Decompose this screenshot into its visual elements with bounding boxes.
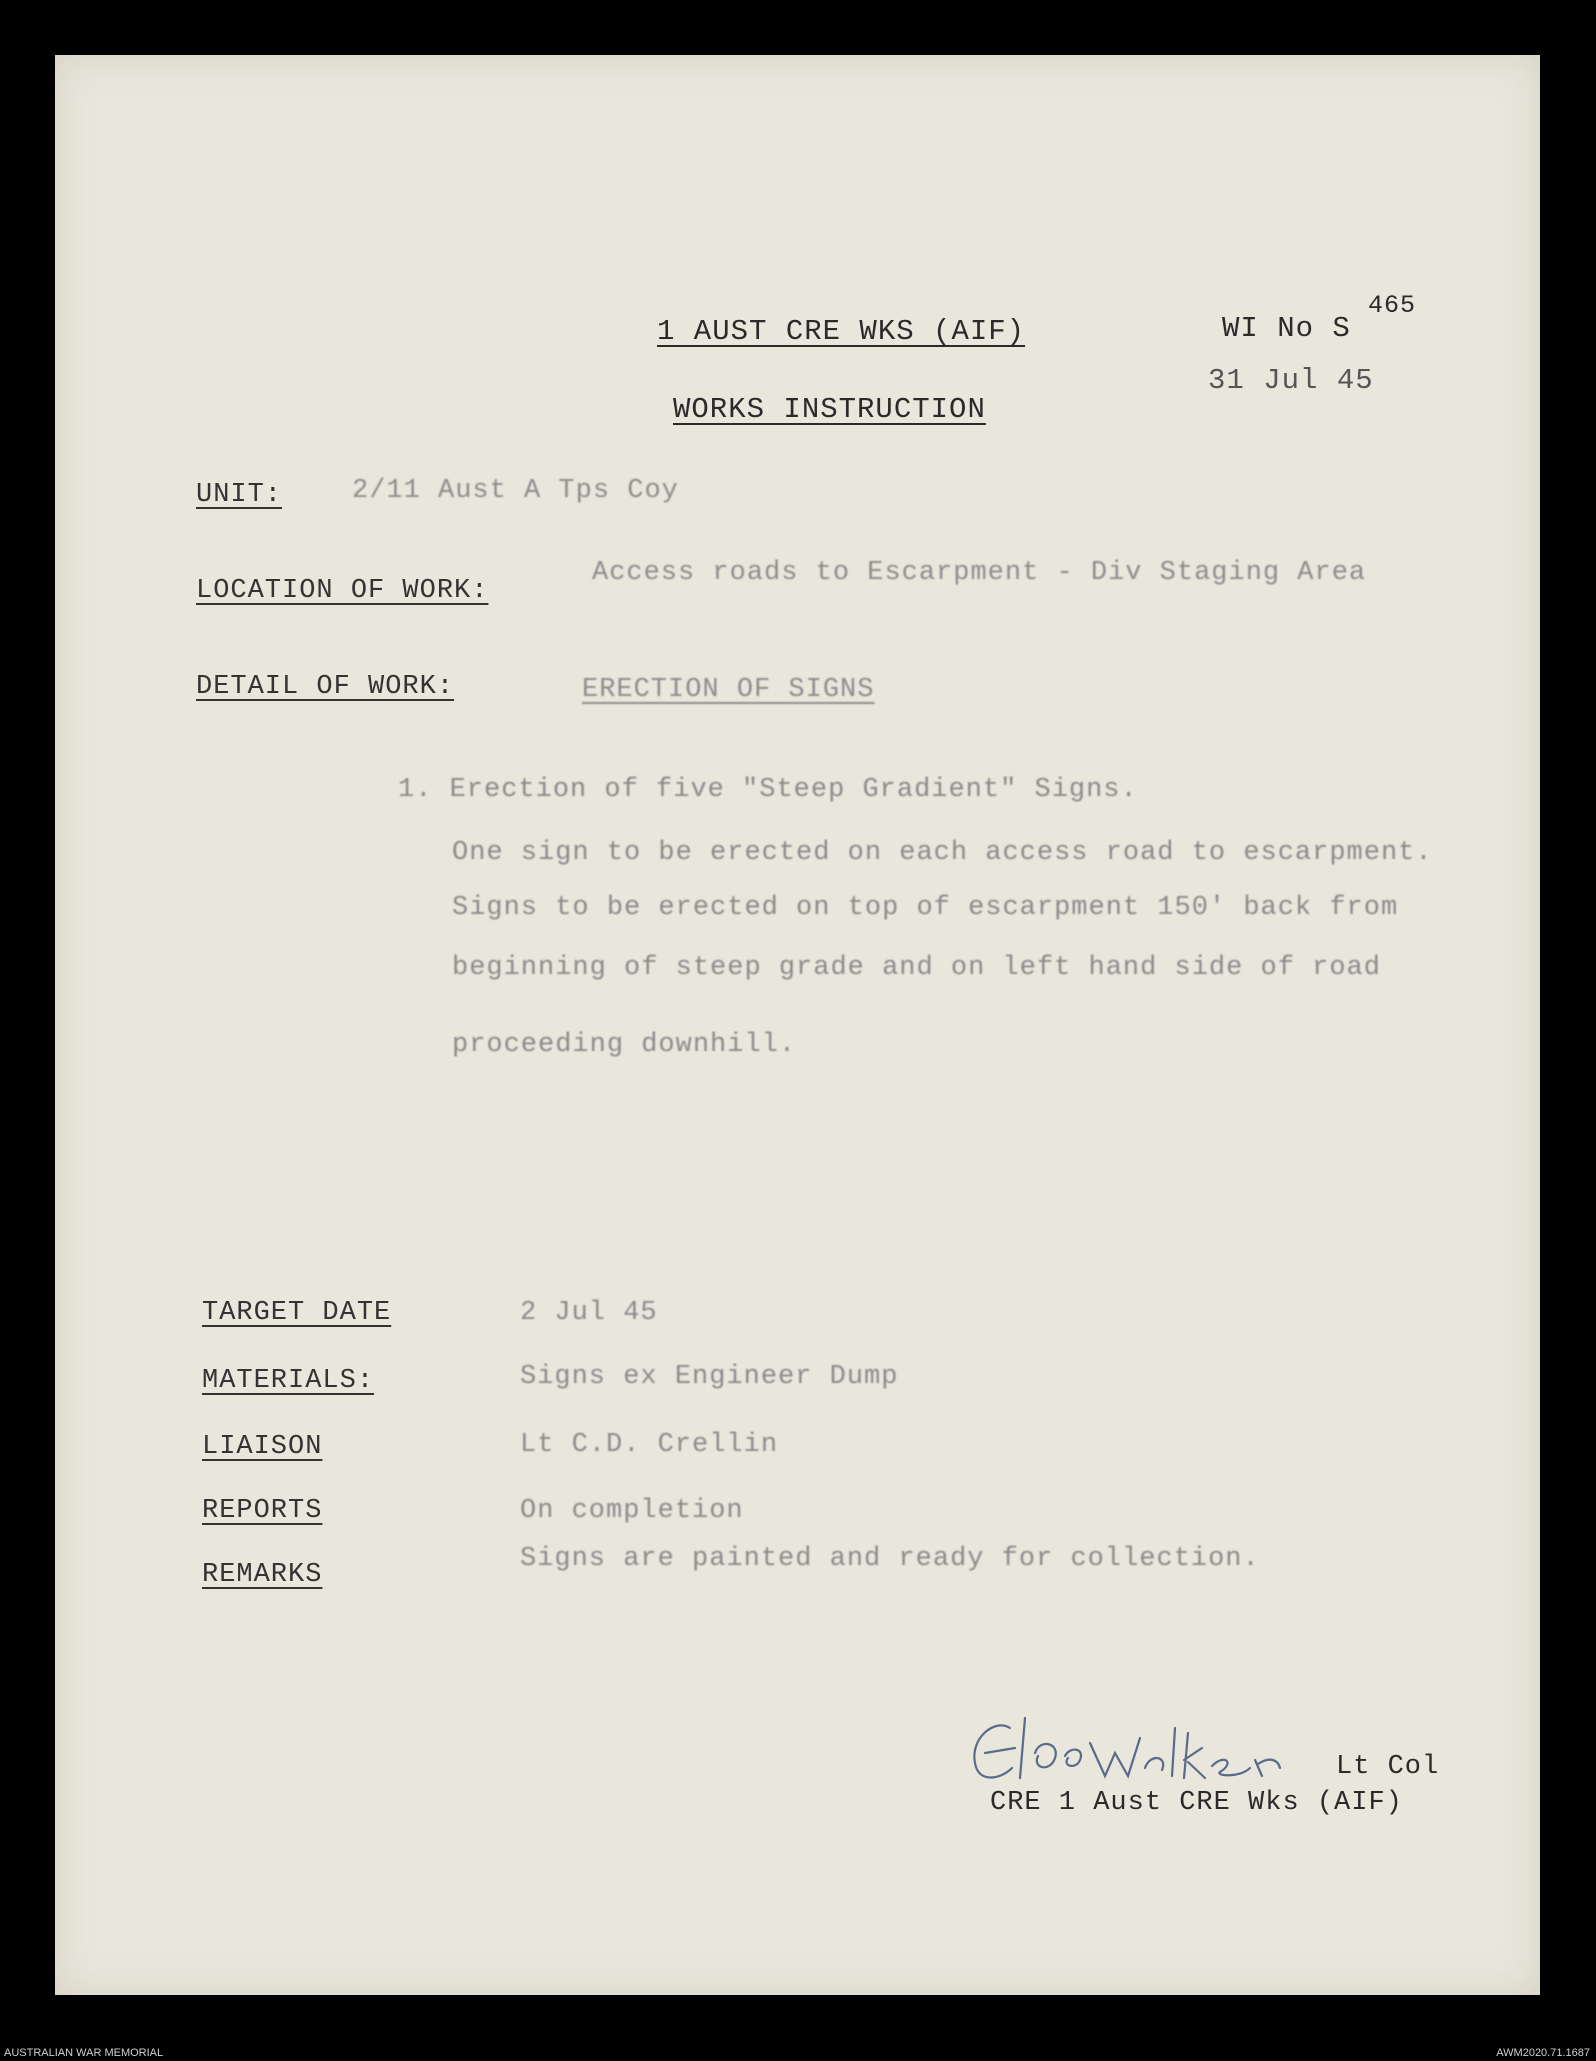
- unit-value: 2/11 Aust A Tps Coy: [352, 476, 679, 506]
- wi-label: WI No S: [1222, 312, 1351, 345]
- footer-accession: AWM2020.71.1687: [1496, 2047, 1590, 2059]
- wi-number: 465: [1368, 291, 1417, 320]
- detail-value: ERECTION OF SIGNS: [582, 675, 875, 705]
- location-label: LOCATION OF WORK:: [196, 576, 489, 606]
- remarks-label: REMARKS: [202, 1560, 323, 1590]
- detail-line: proceeding downhill.: [452, 1030, 797, 1060]
- reports-value: On completion: [520, 1496, 744, 1526]
- detail-line: beginning of steep grade and on left hand side of road: [452, 953, 1381, 983]
- handwritten-signature: [940, 1698, 1300, 1798]
- detail-line: 1. Erection of five "Steep Gradient" Signs.: [398, 775, 1138, 805]
- detail-line: One sign to be erected on each access road to escarpment.: [452, 838, 1433, 868]
- detail-line: Signs to be erected on top of escarpment 150' back from: [452, 893, 1399, 923]
- liaison-label: LIAISON: [202, 1432, 323, 1462]
- document-title: WORKS INSTRUCTION: [673, 393, 986, 426]
- remarks-value: Signs are painted and ready for collection.: [520, 1544, 1260, 1574]
- materials-value: Signs ex Engineer Dump: [520, 1362, 899, 1392]
- target-date-value: 2 Jul 45: [520, 1298, 658, 1328]
- materials-label: MATERIALS:: [202, 1366, 375, 1396]
- target-date-label: TARGET DATE: [202, 1298, 392, 1328]
- footer-institution: AUSTRALIAN WAR MEMORIAL: [4, 2047, 164, 2059]
- signatory-rank: Lt Col: [1336, 1752, 1440, 1782]
- signatory-appointment: CRE 1 Aust CRE Wks (AIF): [990, 1788, 1403, 1818]
- document-date: 31 Jul 45: [1208, 364, 1374, 397]
- unit-title: 1 AUST CRE WKS (AIF): [657, 315, 1026, 348]
- detail-label: DETAIL OF WORK:: [196, 672, 455, 702]
- reports-label: REPORTS: [202, 1496, 323, 1526]
- liaison-value: Lt C.D. Crellin: [520, 1430, 779, 1460]
- location-value: Access roads to Escarpment - Div Staging Area: [592, 558, 1367, 588]
- unit-label: UNIT:: [196, 480, 283, 510]
